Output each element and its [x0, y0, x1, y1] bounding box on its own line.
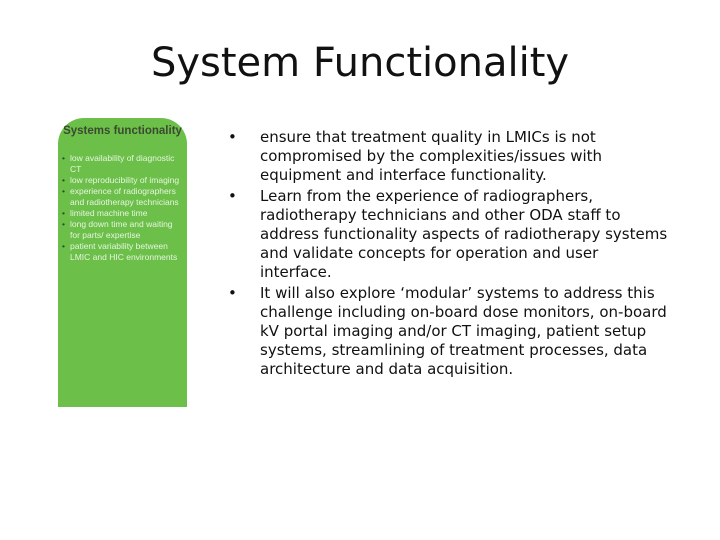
- panel-heading: Systems functionality: [63, 125, 182, 137]
- panel-item: • low availability of diagnostic CT: [62, 153, 183, 175]
- panel-item: • experience of radiographers and radiotherapy technicians: [62, 186, 183, 208]
- slide-title: System Functionality: [150, 40, 570, 86]
- bullet-text: Learn from the experience of radiographers, radiotherapy technicians and other ODA staff to address functionality aspects of radiotherapy systems and validate concepts for operation and user interface.: [260, 187, 668, 281]
- bullet-text: It will also explore ‘modular’ systems to address this challenge including on-board dose monitors, on-board kV portal imaging and/or CT imaging, patient setup systems, streamlining of treatment processes, data architecture and data acquisition.: [260, 284, 667, 378]
- bullet-text: ensure that treatment quality in LMICs is not compromised by the complexities/issues with equipment and interface functionality.: [260, 128, 603, 184]
- systems-functionality-panel: [58, 118, 187, 407]
- panel-item: • long down time and waiting for parts/ expertise: [62, 219, 183, 241]
- bullet-list: [228, 128, 668, 381]
- panel-item: • patient variability between LMIC and HIC environments: [62, 241, 183, 263]
- bullet-item: [228, 187, 668, 282]
- bullet-dot: •: [228, 128, 237, 146]
- panel-list: [58, 153, 187, 263]
- panel-item: • low reproducibility of imaging: [62, 175, 183, 186]
- bullet-dot: •: [228, 187, 237, 205]
- panel-item: • limited machine time: [62, 208, 183, 219]
- bullet-item: [228, 284, 668, 379]
- bullet-dot: •: [228, 284, 237, 302]
- bullet-item: [228, 128, 668, 185]
